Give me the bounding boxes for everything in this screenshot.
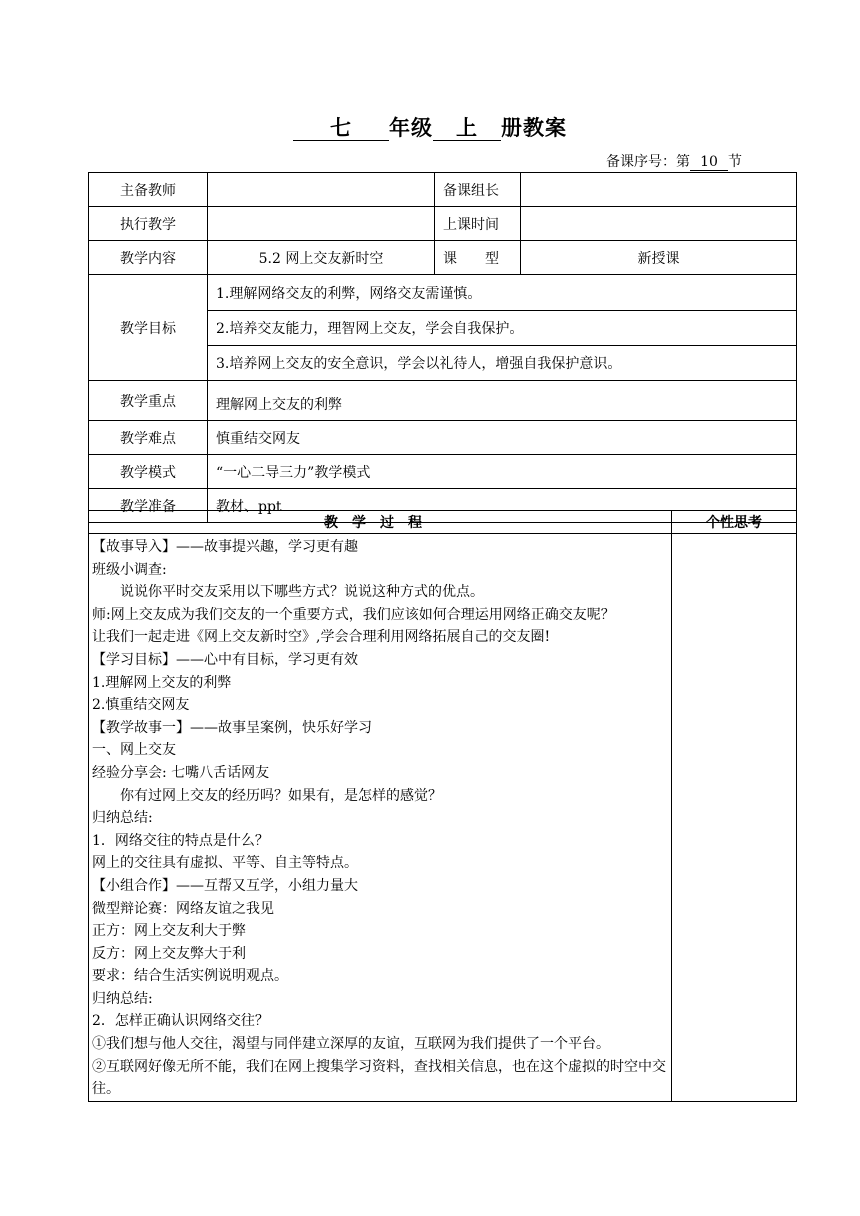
- mode-value: “一心二导三力”教学模式: [208, 455, 797, 489]
- process-line: 经验分享会: 七嘴八舌话网友: [92, 764, 270, 781]
- exec-teacher-label: 执行教学: [89, 207, 208, 241]
- process-header-row: [89, 511, 797, 534]
- thoughts-header: 个性思考: [672, 511, 797, 534]
- process-line: 一、网上交友: [92, 742, 176, 759]
- term-value: 上: [433, 116, 501, 141]
- process-line: 师:网上交友成为我们交友的一个重要方式，我们应该如何合理运用网络正确交友呢？: [92, 606, 615, 623]
- process-line: 【小组合作】——互帮又互学，小组力量大: [92, 877, 358, 894]
- content-value: 5.2 网上交友新时空: [208, 241, 435, 275]
- process-line: 【学习目标】——心中有目标，学习更有效: [92, 651, 358, 668]
- process-body-row: [89, 534, 797, 1102]
- process-line: 你有过网上交友的经历吗？如果有，是怎样的感觉？: [120, 787, 442, 804]
- document-title: [0, 115, 860, 141]
- process-line: 让我们一起走进《网上交友新时空》,学会合理利用网络拓展自己的交友圈!: [92, 629, 551, 646]
- goals-label: 教学目标: [89, 275, 208, 381]
- process-line: 网上的交往具有虚拟、平等、自主等特点。: [92, 855, 358, 872]
- class-time-label: 上课时间: [435, 207, 521, 241]
- info-row: [89, 173, 797, 207]
- process-line: 要求：结合生活实例说明观点。: [92, 968, 288, 985]
- group-leader-label: 备课组长: [435, 173, 521, 207]
- group-leader-field[interactable]: [521, 173, 797, 207]
- goal-item: 1.理解网络交友的利弊，网络交友需谨慎。: [208, 275, 797, 311]
- personal-thoughts-field[interactable]: [672, 534, 797, 1102]
- process-line: 反方：网上交友弊大于利: [92, 945, 246, 962]
- info-row: [89, 455, 797, 489]
- key-label: 教学重点: [89, 381, 208, 421]
- type-value: 新授课: [521, 241, 797, 275]
- grade-value: 七: [293, 116, 389, 141]
- info-row: [89, 275, 797, 311]
- prep-value: 教材、ppt: [208, 489, 797, 523]
- process-line: 【故事导入】——故事提兴趣，学习更有趣: [92, 539, 358, 555]
- process-line: 正方：网上交友利大于弊: [92, 923, 246, 940]
- content-label: 教学内容: [89, 241, 208, 275]
- teaching-process-table: [88, 510, 797, 1102]
- term-suffix: 册教案: [501, 115, 567, 140]
- process-line: 微型辩论赛：网络友谊之我见: [92, 900, 274, 917]
- lead-teacher-field[interactable]: [208, 173, 435, 207]
- process-line: 2．怎样正确认识网络交往？: [92, 1013, 269, 1030]
- goal-item: 2.培养交友能力，理智网上交友，学会自我保护。: [208, 311, 797, 346]
- lead-teacher-label: 主备教师: [89, 173, 208, 207]
- exec-teacher-field[interactable]: [208, 207, 435, 241]
- goal-item: 3.培养网上交友的安全意识，学会以礼待人，增强自我保护意识。: [208, 346, 797, 381]
- difficulty-value: 慎重结交网友: [208, 421, 797, 455]
- grade-suffix: 年级: [389, 115, 433, 140]
- lesson-serial: [606, 151, 742, 171]
- type-label: 课 型: [435, 241, 521, 275]
- info-row: [89, 421, 797, 455]
- process-line: 2.慎重结交网友: [92, 697, 190, 714]
- difficulty-label: 教学难点: [89, 421, 208, 455]
- process-line: 归纳总结:: [92, 990, 153, 1007]
- prep-label: 教学准备: [89, 489, 208, 523]
- process-line: 班级小调查:: [92, 561, 167, 578]
- info-row: [89, 241, 797, 275]
- lesson-info-table: [88, 172, 797, 523]
- process-line: 1.理解网上交友的利弊: [92, 674, 232, 691]
- process-line: ②互联网好像无所不能，我们在网上搜集学习资料，查找相关信息，也在这个虚拟的时空中交往。: [92, 1058, 666, 1098]
- serial-suffix: 节: [728, 154, 742, 170]
- serial-prefix: 备课序号：第: [606, 154, 690, 170]
- class-time-field[interactable]: [521, 207, 797, 241]
- process-line: 1．网络交往的特点是什么？: [92, 832, 269, 849]
- info-row: [89, 207, 797, 241]
- process-line: ①我们想与他人交往，渴望与同伴建立深厚的友谊，互联网为我们提供了一个平台。: [92, 1036, 610, 1053]
- info-row: [89, 381, 797, 421]
- serial-value: 10: [690, 154, 728, 171]
- mode-label: 教学模式: [89, 455, 208, 489]
- process-header: 教学过程: [89, 511, 672, 534]
- process-line: 【教学故事一】——故事呈案例，快乐好学习: [92, 719, 372, 736]
- key-value: 理解网上交友的利弊: [208, 381, 797, 421]
- process-content: [89, 534, 672, 1102]
- process-line: 说说你平时交友采用以下哪些方式？说说这种方式的优点。: [120, 584, 484, 601]
- process-line: 归纳总结:: [92, 810, 153, 827]
